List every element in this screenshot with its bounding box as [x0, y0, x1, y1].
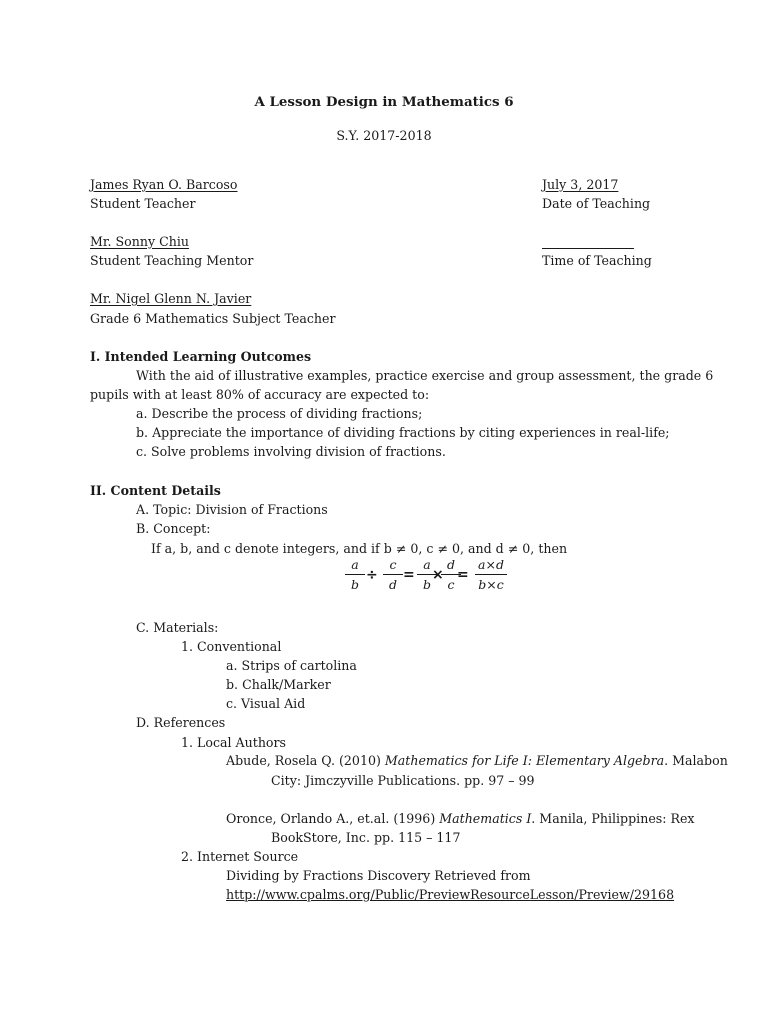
mentor-role: Student Teaching Mentor [90, 253, 254, 268]
division-formula [330, 556, 530, 598]
time-of-teaching-label: Time of Teaching [542, 253, 652, 268]
fraction-a-over-b: a b [342, 556, 368, 593]
local-authors-label: 1. Local Authors [181, 735, 286, 750]
outcome-item: c. Solve problems involving division of fractions. [136, 444, 446, 459]
reference-publisher: . Malabon [664, 753, 728, 768]
reference-entry-continued: City: Jimczyville Publications. pp. 97 – 99 [271, 773, 535, 788]
concept-label: B. Concept: [136, 521, 211, 536]
reference-publisher: . Manila, Philippines: Rex [531, 811, 695, 826]
time-of-teaching-blank [542, 248, 634, 249]
internet-source-label: 2. Internet Source [181, 849, 299, 864]
conventional-label: 1. Conventional [181, 639, 282, 654]
student-teacher-role: Student Teacher [90, 196, 196, 211]
internet-source-description: Dividing by Fractions Discovery Retrieved from [226, 868, 531, 883]
equals-operator: = [403, 567, 415, 583]
reference-title: Mathematics for Life I: Elementary Algebra [384, 753, 665, 768]
fraction-c-over-d: c d [380, 556, 406, 593]
reference-author: Oronce, Orlando A., et.al. (1996) [226, 811, 440, 826]
internet-source-link[interactable]: http://www.cpalms.org/Public/PreviewResourceLesson/Preview/29168 [226, 887, 675, 902]
references-label: D. References [136, 715, 226, 730]
fraction-d-over-c: d c [438, 556, 464, 593]
date-of-teaching-value: July 3, 2017 [542, 177, 619, 192]
outcomes-intro-line2: pupils with at least 80% of accuracy are expected to: [90, 387, 430, 402]
material-item: a. Strips of cartolina [226, 658, 357, 673]
reference-title: Mathematics I [439, 811, 532, 826]
divide-operator: ÷ [366, 567, 378, 583]
topic-line: A. Topic: Division of Fractions [136, 502, 328, 517]
multiply-operator: × [432, 567, 444, 583]
material-item: b. Chalk/Marker [226, 677, 331, 692]
student-teacher-name: James Ryan O. Barcoso [90, 177, 238, 192]
section-heading-content: II. Content Details [90, 483, 221, 498]
reference-entry-continued: BookStore, Inc. pp. 115 – 117 [271, 830, 461, 845]
outcome-item: b. Appreciate the importance of dividing fractions by citing experiences in real-life; [136, 425, 670, 440]
school-year: S.Y. 2017-2018 [336, 128, 432, 143]
outcomes-intro-line1: With the aid of illustrative examples, practice exercise and group assessment, the grade 6 [136, 368, 714, 383]
reference-author: Abude, Rosela Q. (2010) [226, 753, 385, 768]
date-of-teaching-label: Date of Teaching [542, 196, 651, 211]
fraction-product: a×d b×c [472, 556, 510, 593]
internet-source-url[interactable] [226, 886, 674, 903]
reference-entry [226, 810, 695, 827]
mentor-name: Mr. Sonny Chiu [90, 234, 189, 249]
section-heading-outcomes: I. Intended Learning Outcomes [90, 349, 312, 364]
equals-operator: = [457, 567, 469, 583]
fraction-a-over-b: a b [414, 556, 440, 593]
reference-entry [226, 752, 728, 769]
subject-teacher-name: Mr. Nigel Glenn N. Javier [90, 291, 252, 306]
concept-text: If a, b, and c denote integers, and if b ≠ 0, c ≠ 0, and d ≠ 0, then [151, 541, 568, 556]
materials-label: C. Materials: [136, 620, 219, 635]
outcome-item: a. Describe the process of dividing fractions; [136, 406, 423, 421]
document-title: A Lesson Design in Mathematics 6 [254, 94, 514, 110]
subject-teacher-role: Grade 6 Mathematics Subject Teacher [90, 311, 336, 326]
material-item: c. Visual Aid [226, 696, 306, 711]
